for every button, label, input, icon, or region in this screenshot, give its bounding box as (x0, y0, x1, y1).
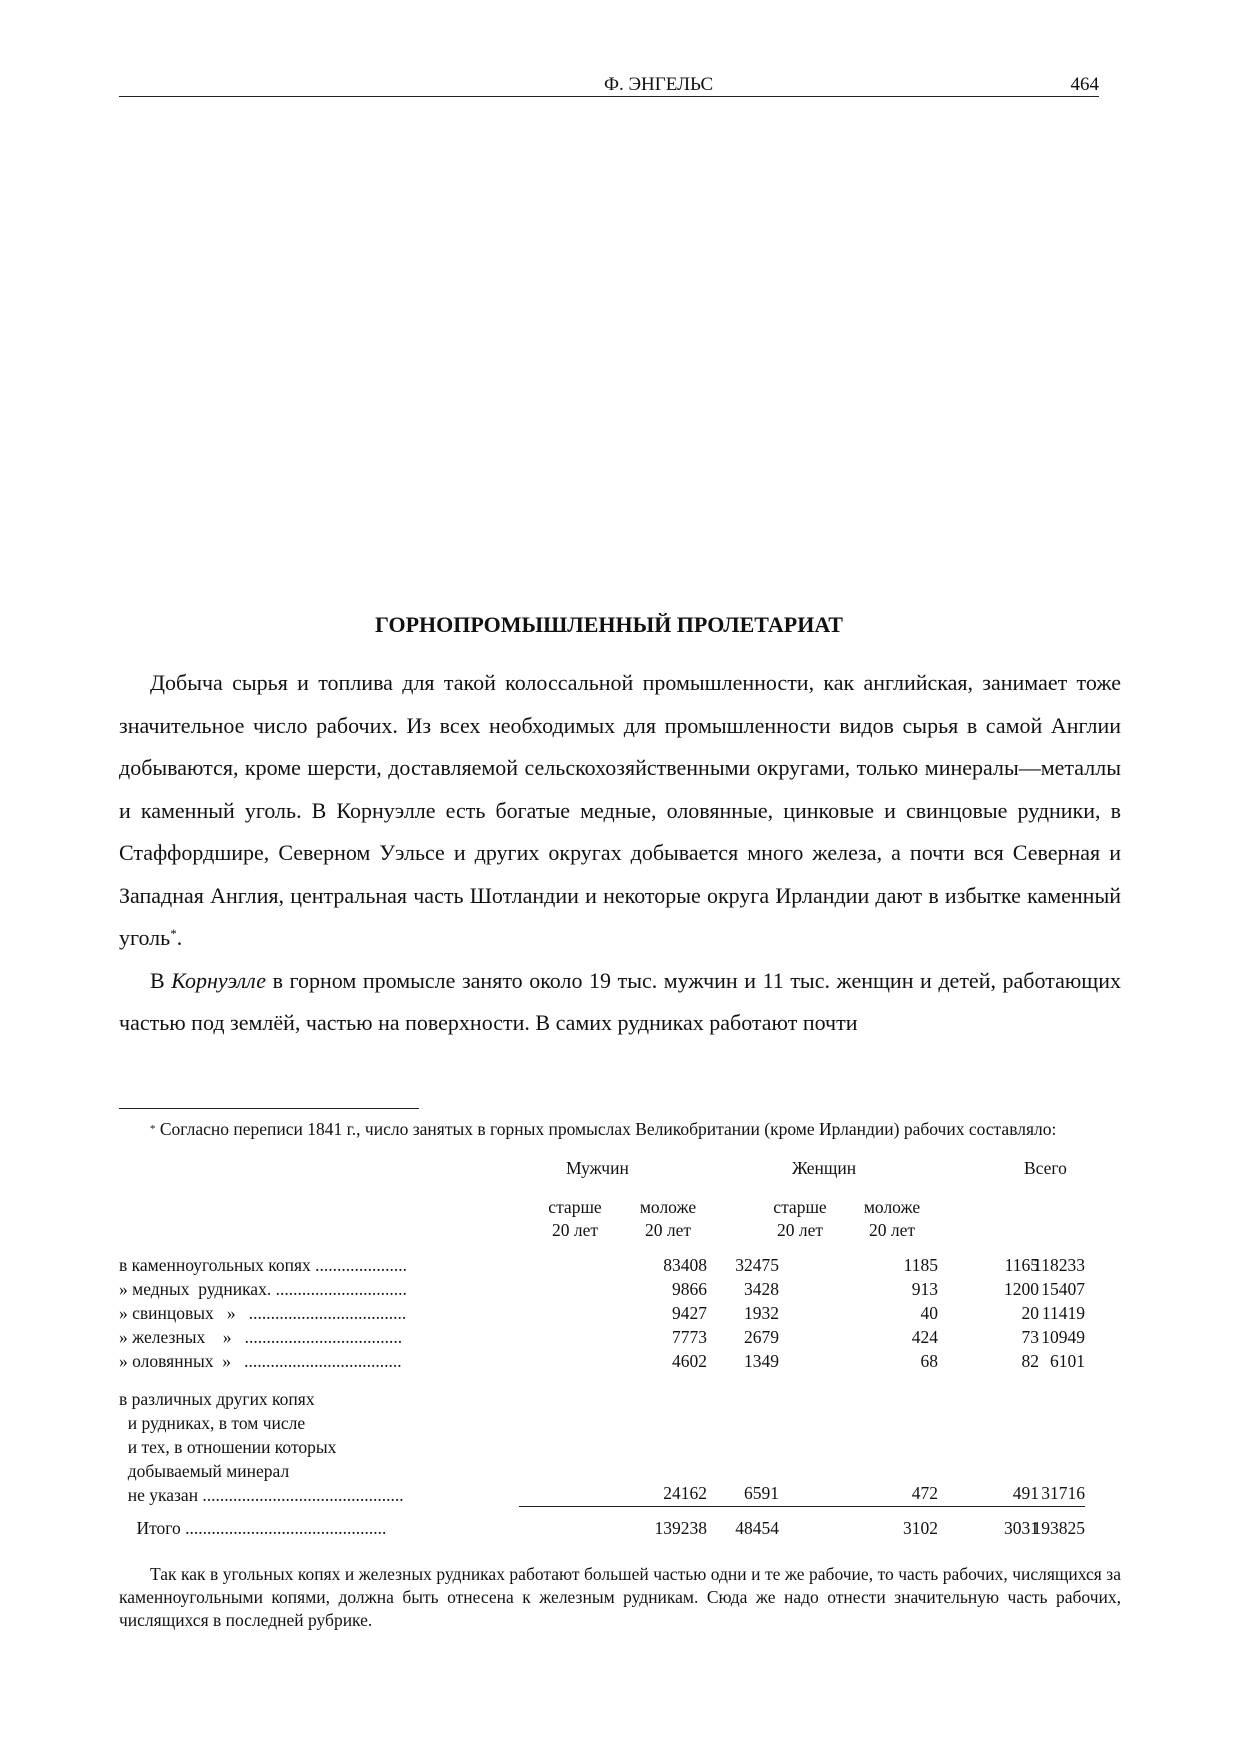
cell-women-younger: 1165 (1004, 1255, 1039, 1275)
cell-women-older: 424 (911, 1327, 938, 1347)
multi-label-line: не указан .............................................. (119, 1485, 404, 1505)
header-men: Мужчин (566, 1158, 629, 1178)
cell-men-younger: 48454 (735, 1518, 779, 1538)
paragraph-2-italic: Корнуэлле (171, 967, 267, 993)
header-men-older (540, 1196, 610, 1242)
row-label: » медных рудниках. .............................. (119, 1279, 407, 1299)
multi-label-line: и рудниках, в том числе (119, 1413, 306, 1433)
header-older-sub: 20 лет (551, 1220, 599, 1240)
cell-men-older: 139238 (654, 1518, 707, 1538)
footnote-reference[interactable]: * (170, 926, 177, 941)
row-label: » железных » .................................... (119, 1327, 403, 1347)
header-women-older (762, 1196, 838, 1242)
header-men-younger (630, 1196, 706, 1242)
header-women: Женщин (792, 1158, 857, 1178)
multi-label-line: в различных других копях (119, 1389, 315, 1409)
paragraph-1-end: . (176, 925, 183, 950)
cell-men-older: 9427 (672, 1303, 707, 1323)
table-row (119, 1327, 1085, 1351)
table-row (119, 1279, 1085, 1303)
cell-men-younger: 3428 (744, 1279, 779, 1299)
cell-women-younger: 3031 (1004, 1518, 1039, 1538)
header-total: Всего (1024, 1158, 1067, 1178)
cell-total: 193825 (1032, 1518, 1085, 1538)
header-younger-sub: 20 лет (868, 1220, 916, 1240)
footnote-after-note: Так как в угольных копях и железных рудниках работают большей частью одни и те же рабочие, то часть рабочих, числящихся за каменноугольными копями, должна быть отнесена к железным рудникам. Сюда же надо отнести значительную часть рабочих, числящихся в последней рубрике. (119, 1564, 1121, 1630)
cell-total: 31716 (1041, 1483, 1085, 1503)
footnote-mark: * (150, 1123, 156, 1135)
paragraph-2 (119, 960, 1121, 1045)
cell-men-younger: 6591 (744, 1483, 779, 1503)
header-women-younger (854, 1196, 930, 1242)
running-head-author: Ф. ЭНГЕЛЬС (604, 74, 714, 95)
cell-women-older: 3102 (903, 1518, 938, 1538)
cell-women-younger: 20 (1021, 1303, 1039, 1323)
row-label: в каменноугольных копях ..................... (119, 1255, 408, 1275)
cell-women-younger: 491 (1012, 1483, 1039, 1503)
paragraph-1-text: Добыча сырья и топлива для такой колоссальной промышленности, как английская, занимает тоже значительное число рабочих. Из всех необходимых для промышленности видов сырья в самой Англии добываются, кроме шерсти, доставляемой сельскохозяйственными округами, только минералы—металлы и каменный уголь. В Корнуэлле есть богатые медные, оловянные, цинковые и свинцовые рудники, в Стаффордшире, Северном Уэльсе и других округах добывается много железа, а почти вся Северная и Западная Англия, центральная часть Шотландии и некоторые округа Ирландии дают в избытке каменный уголь (119, 670, 1121, 950)
cell-women-younger: 73 (1021, 1327, 1039, 1347)
header-older-sub: 20 лет (776, 1220, 824, 1240)
cell-men-older: 7773 (672, 1327, 707, 1347)
row-label: » оловянных » .................................... (119, 1351, 402, 1371)
header-younger-label: моложе (863, 1197, 921, 1217)
header-younger-sub: 20 лет (644, 1220, 692, 1240)
cell-women-older: 68 (920, 1351, 938, 1371)
cell-women-older: 40 (920, 1303, 938, 1323)
cell-men-younger: 32475 (735, 1255, 779, 1275)
footnote-intro (119, 1118, 1121, 1140)
running-head (119, 74, 1099, 97)
cell-women-older: 913 (911, 1279, 938, 1299)
body-text (119, 662, 1121, 1045)
cell-men-older: 4602 (672, 1351, 707, 1371)
header-younger-label: моложе (639, 1197, 697, 1217)
cell-men-younger: 1349 (744, 1351, 779, 1371)
row-label: » свинцовых » .................................... (119, 1303, 407, 1323)
paragraph-2-pre: В (150, 967, 172, 993)
total-label: Итого .............................................. (119, 1518, 387, 1538)
cell-women-older: 1185 (903, 1255, 938, 1275)
cell-women-younger: 82 (1021, 1351, 1039, 1371)
cell-men-older: 24162 (663, 1483, 707, 1503)
cell-men-younger: 2679 (744, 1327, 779, 1347)
table-row (119, 1351, 1085, 1375)
section-heading: ГОРНОПРОМЫШЛЕННЫЙ ПРОЛЕТАРИАТ (375, 612, 843, 637)
table-row (119, 1483, 1085, 1507)
page-number: 464 (1070, 74, 1099, 95)
table-row (119, 1255, 1085, 1279)
table-sum-rule (519, 1506, 1085, 1507)
cell-total: 11419 (1041, 1303, 1085, 1323)
table-row (119, 1303, 1085, 1327)
cell-men-older: 9866 (672, 1279, 707, 1299)
cell-men-older: 83408 (663, 1255, 707, 1275)
header-older-label: старше (548, 1197, 602, 1217)
multi-label-line: добываемый минерал (119, 1461, 290, 1481)
cell-total: 10949 (1041, 1327, 1085, 1347)
cell-total: 118233 (1033, 1255, 1085, 1275)
footnote-intro-text: Согласно переписи 1841 г., число занятых в горных промыслах Великобритании (кроме Ирландии) рабочих составляло: (155, 1119, 1057, 1139)
footnote-rule (119, 1108, 419, 1109)
table-total-row (119, 1518, 1085, 1542)
multi-label-line: и тех, в отношении которых (119, 1437, 337, 1457)
paragraph-2-post: в горном промысле занято около 19 тыс. мужчин и 11 тыс. женщин и детей, работающих частью под землёй, частью на поверхности. В самих рудниках работают почти (119, 967, 1121, 1035)
cell-total: 15407 (1041, 1279, 1085, 1299)
cell-total: 6101 (1050, 1351, 1085, 1371)
paragraph-1 (119, 662, 1121, 960)
header-older-label: старше (773, 1197, 827, 1217)
cell-men-younger: 1932 (744, 1303, 779, 1323)
cell-women-older: 472 (911, 1483, 938, 1503)
cell-women-younger: 1200 (1004, 1279, 1039, 1299)
